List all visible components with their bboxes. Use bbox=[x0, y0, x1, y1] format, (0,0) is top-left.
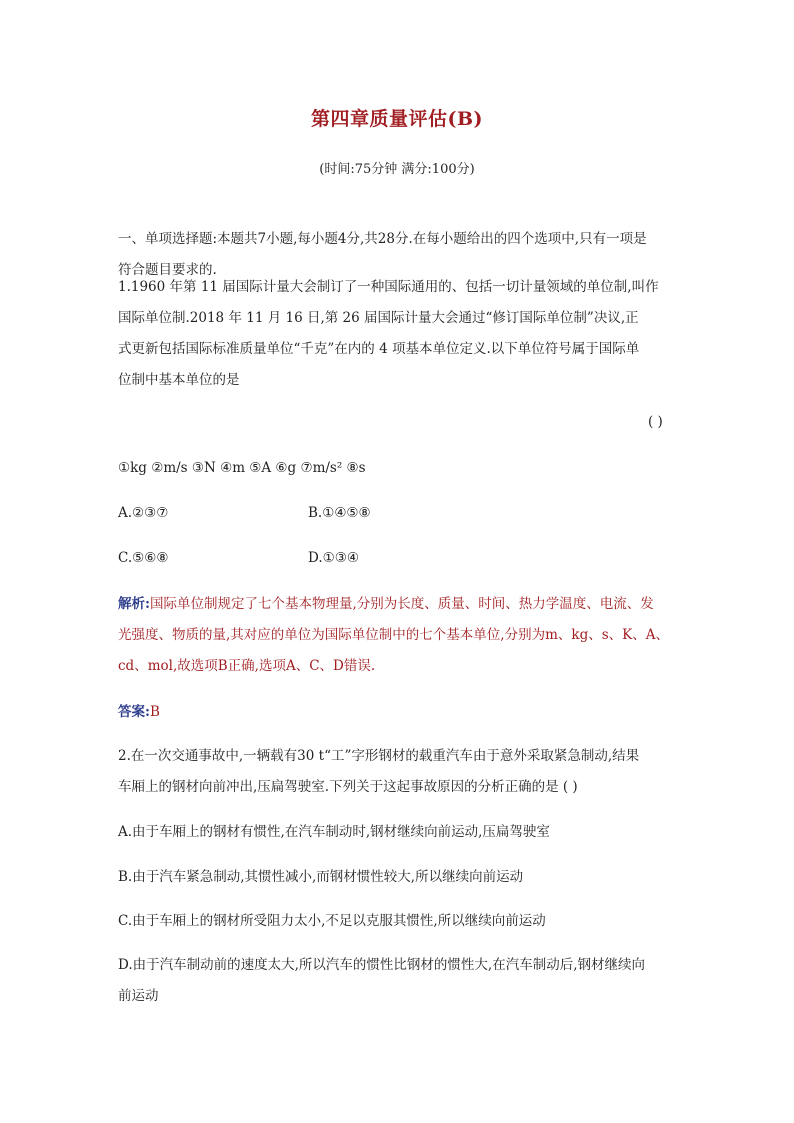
q2-line-1: 2.在一次交通事故中,一辆载有30 t“工”字形钢材的载重汽车由于意外采取紧急制动,结果 bbox=[118, 748, 640, 764]
q1-option-a: A.②③⑦ bbox=[118, 505, 169, 521]
q1-line-1: 1.1960 年第 11 届国际计量大会制订了一种国际通用的、包括一切计量领域的单位制,叫作 bbox=[118, 279, 659, 295]
exam-meta: (时间:75分钟 满分:100分) bbox=[319, 162, 475, 177]
q1-unit-list: ①kg ②m/s ③N ④m ⑤A ⑥g ⑦m/s² ⑧s bbox=[118, 460, 366, 476]
q1-analysis-line-2: 光强度、物质的量,其对应的单位为国际单位制中的七个基本单位,分别为m、kg、s、K、A、 bbox=[118, 627, 669, 643]
q2-option-a: A.由于车厢上的钢材有惯性,在汽车制动时,钢材继续向前运动,压扁驾驶室 bbox=[118, 824, 550, 840]
q1-line-4: 位制中基本单位的是 bbox=[118, 372, 240, 388]
q2-option-d-line-2: 前运动 bbox=[118, 988, 159, 1004]
q2-option-d-line-1: D.由于汽车制动前的速度太大,所以汽车的惯性比钢材的惯性大,在汽车制动后,钢材继续向 bbox=[118, 957, 646, 973]
question-2-stem bbox=[118, 741, 678, 803]
q1-analysis-line-3: cd、mol,故选项B正确,选项A、C、D错误. bbox=[118, 658, 376, 674]
q1-line-3: 式更新包括国际标准质量单位“千克”在内的 4 项基本单位定义.以下单位符号属于国际单 bbox=[118, 341, 640, 357]
q1-line-2: 国际单位制.2018 年 11 月 16 日,第 26 届国际计量大会通过“修订国际单位制”决议,正 bbox=[118, 310, 639, 326]
answer-label: 答案: bbox=[118, 704, 150, 720]
answer-value: B bbox=[149, 704, 160, 720]
q2-option-c: C.由于车厢上的钢材所受阻力太小,不足以克服其惯性,所以继续向前运动 bbox=[118, 913, 546, 929]
q1-analysis bbox=[118, 589, 678, 682]
q2-option-d bbox=[118, 950, 678, 1012]
section-line-2: 符合题目要求的. bbox=[118, 262, 217, 278]
q1-option-b: B.①④⑤⑧ bbox=[308, 505, 371, 521]
q1-analysis-line-1 bbox=[118, 589, 678, 620]
q1-answer-blank: ( ) bbox=[648, 414, 663, 430]
section-line-1: 一、单项选择题:本题共7小题,每小题4分,共28分.在每小题给出的四个选项中,只有一项是 bbox=[118, 231, 647, 247]
q2-line-2: 车厢上的钢材向前冲出,压扁驾驶室.下列关于这起事故原因的分析正确的是 ( ) bbox=[118, 779, 578, 795]
q1-option-c: C.⑤⑥⑧ bbox=[118, 550, 169, 566]
page-title: 第四章质量评估(B) bbox=[310, 108, 484, 130]
q2-option-b: B.由于汽车紧急制动,其惯性减小,而钢材惯性较大,所以继续向前运动 bbox=[118, 869, 524, 885]
analysis-label: 解析: bbox=[118, 596, 150, 612]
q1-option-d: D.①③④ bbox=[308, 550, 359, 566]
q1-answer bbox=[118, 700, 160, 720]
analysis-text-1: 国际单位制规定了七个基本物理量,分别为长度、质量、时间、热力学温度、电流、发 bbox=[149, 596, 654, 612]
question-1-stem bbox=[118, 272, 678, 396]
